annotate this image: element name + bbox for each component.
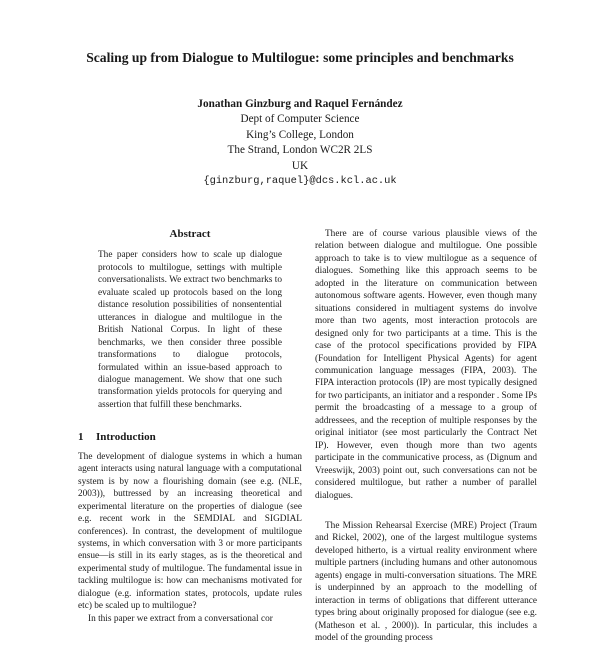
section-title: Introduction — [96, 431, 156, 444]
left-column — [78, 228, 302, 625]
affiliation-line: The Strand, London WC2R 2LS — [227, 144, 373, 157]
body-paragraph: The Mission Rehearsal Exercise (MRE) Project (Traum and Rickel, 2002), one of the largest multilogue systems developed hitherto, is a virtual reality environment where multiple partners (including humans and other autonomous agents) engage in multi-conversation situations. The MRE is underpinned by an approach to the modelling of interaction in terms of obligations that different utterance types bring about originally proposed for dialogue (see e.g. (Matheson et al. , 2000)). In particular, this includes a model of the grounding process — [315, 520, 537, 644]
abstract-heading: Abstract — [169, 228, 211, 240]
section-number: 1 — [78, 431, 84, 444]
author-block — [0, 97, 600, 189]
paper-title: Scaling up from Dialogue to Multilogue: some principles and benchmarks — [86, 50, 514, 65]
intro-paragraph: The development of dialogue systems in which a human agent interacts using natural language with a computational system is by now a flourishing domain (see e.g. (NLE, 2003)), buttressed by an increasing theoretical and experimental literature on the properties of dialogue (see e.g. recent work in the SEMDIAL and SIGDIAL conferences). In contrast, the development of multilogue systems, in which conversation with 3 or more participants ensue—is still in its early stages, as is the theoretical and experimental study of multilogue. The fundamental issue in tackling multilogue is: how can mechanisms motivated for dialogue (e.g. information states, protocols, update rules etc) be scaled up to multilogue? — [78, 451, 302, 612]
abstract-text: The paper considers how to scale up dialogue protocols to multilogue, settings with multiple conversationalists. We extract two benchmarks to evaluate scaled up protocols based on the long distance resolution possibilities of nonsentential utterances in dialogue and multilogue in the British National Corpus. In light of these benchmarks, we then consider three possible transformations to dialogue protocols, formulated within an issue-based approach to dialogue management. We show that one such transformation yields protocols for querying and assertion that fulfill these benchmarks. — [98, 250, 282, 410]
section-heading-introduction — [78, 431, 302, 443]
author-email: {ginzburg,raquel}@dcs.kcl.ac.uk — [203, 175, 397, 188]
affiliation-line: UK — [291, 159, 309, 172]
body-paragraph: There are of course various plausible views of the relation between dialogue and multilogue. One possible approach to take is to view multilogue as a sequence of dialogues. Something like this approach seems to be adopted in the literature on communication between autonomous software agents. However, even though many situations considered in multiagent systems do involve more than two agents, most interaction protocols are designed only for two participants at a time. This is the case of the protocol specifications provided by FIPA (Foundation for Intelligent Physical Agents) for agent communication language messages (FIPA, 2003). The FIPA interaction protocols (IP) are most typically designed for two participants, an initiator and a responder . Some IPs permit the broadcasting of a message to a group of addressees, and the reception of multiple responses by the original initiator (see most particularly the Contract Net IP). However, even though more than two agents participate in the communicative process, as (Dignum and Vreeswijk, 2003) point out, such conversations can not be considered multilogue, but rather a number of parallel dialogues. — [315, 229, 537, 501]
affiliation-line: King’s College, London — [246, 128, 354, 141]
intro-paragraph: In this paper we extract from a conversational cor — [88, 613, 273, 624]
right-column — [315, 228, 537, 645]
author-names: Jonathan Ginzburg and Raquel Fernández — [197, 98, 403, 110]
affiliation-line: Dept of Computer Science — [240, 113, 360, 126]
